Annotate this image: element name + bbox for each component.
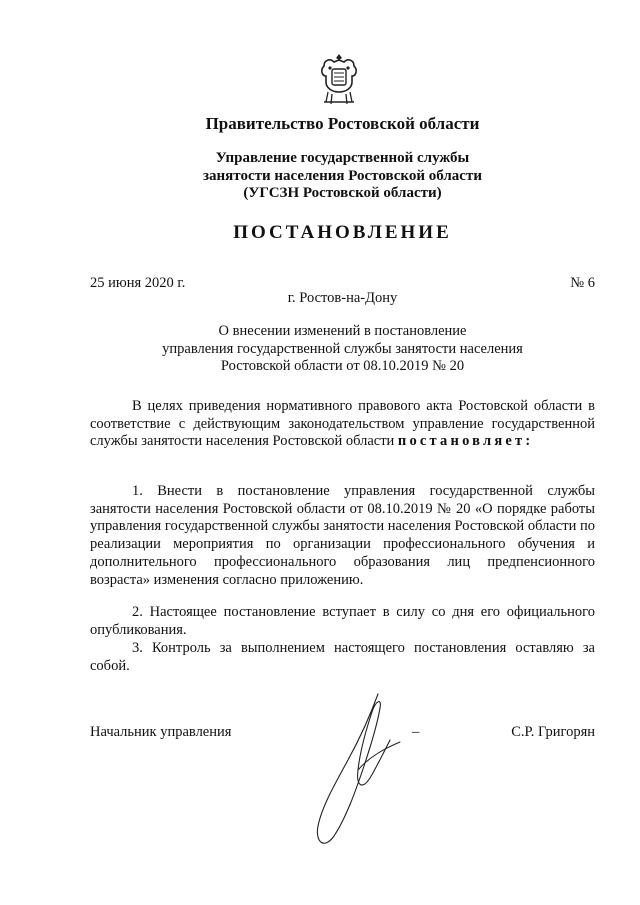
signer-name: С.Р. Григорян — [511, 724, 595, 740]
coat-of-arms-icon — [316, 52, 362, 106]
intro-text: В целях приведения нормативного правового акта Ростовской области в соответствие с действующим законодательством управление государственной службы занятости населения Ростовской области — [90, 398, 595, 450]
document-number: № 6 — [570, 275, 595, 291]
decree-word: постановляет — [397, 433, 526, 450]
document-type: ПОСТАНОВЛЕНИЕ — [233, 222, 452, 243]
document-date: 25 июня 2020 г. — [90, 275, 186, 291]
decree-colon: : — [525, 433, 534, 450]
department-name — [90, 150, 595, 203]
government-title: Правительство Ростовской области — [205, 114, 480, 133]
subject-line: О внесении изменений в постановление — [218, 323, 467, 339]
signer-position: Начальник управления — [90, 724, 232, 740]
subject-line: управления государственной службы занятости населения — [162, 340, 523, 357]
list-item: 1. Внести в постановление управления государственной службы занятости населения Ростовской области от 08.10.2019 № 20 «О порядке работы управления государственной службы занятости населения Ростовской области по реализации мероприятия по организации профессионального обучения и дополнительного профессионального образования лиц предпенсионного возраста» изменения согласно приложению. — [90, 483, 595, 588]
signature-dash: – — [412, 724, 420, 740]
department-line: Управление государственной службы — [215, 150, 470, 166]
handwritten-signature — [300, 686, 420, 856]
department-line: (УГСЗН Ростовской области) — [243, 185, 442, 201]
department-line: занятости населения Ростовской области — [203, 167, 482, 184]
intro-paragraph — [90, 398, 595, 451]
subject-line: Ростовской области от 08.10.2019 № 20 — [220, 358, 465, 374]
list-item: 3. Контроль за выполнением настоящего постановления оставляю за собой. — [90, 640, 595, 674]
list-item: 2. Настоящее постановление вступает в силу со дня его официального опубликования. — [90, 604, 595, 638]
document-subject — [90, 323, 595, 376]
document-city: г. Ростов-на-Дону — [287, 290, 398, 306]
